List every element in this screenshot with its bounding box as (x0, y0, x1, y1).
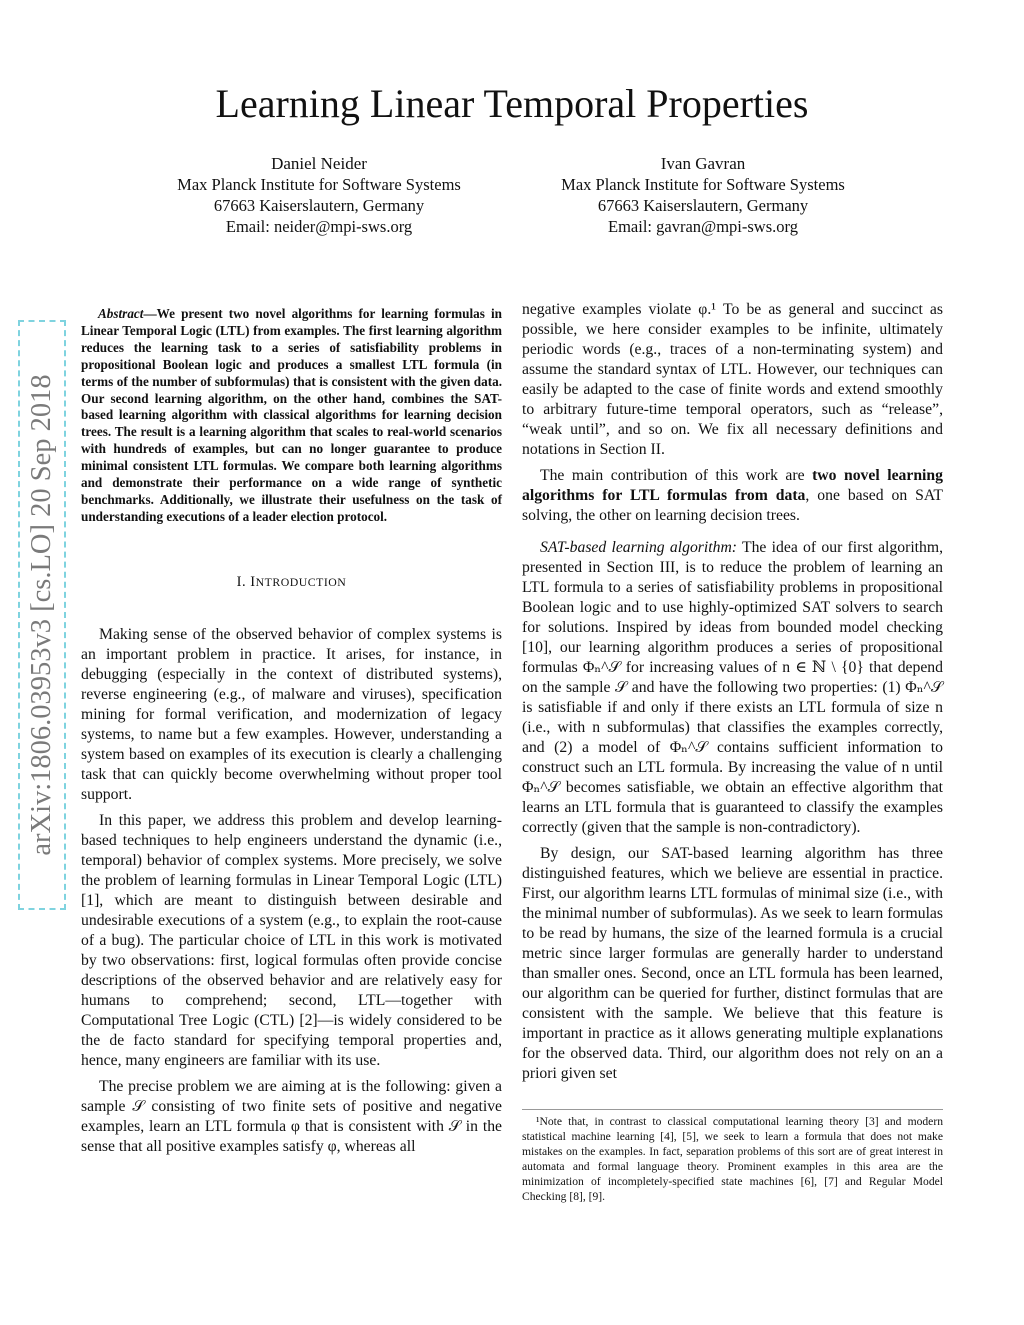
continued-paragraph: negative examples violate φ.¹ To be as general and succinct as possible, we here consider examples to be infinite, ultimately periodic words (e.g., traces of a non-terminating system) and assume the standard syntax of LTL. However, our techniques can easily be adapted to the case of finite words and extend smoothly to arbitrary future-time temporal operators, such as “release”, “weak until”, and so on. We fix all necessary definitions and notations in Section II. (522, 301, 943, 458)
author-affiliation: Max Planck Institute for Software Systems (561, 175, 845, 194)
contribution-paragraph (522, 466, 943, 526)
author-email[interactable]: Email: gavran@mpi-sws.org (608, 217, 798, 236)
author-affiliation: Max Planck Institute for Software Systems (177, 175, 461, 194)
footnote-text: ¹Note that, in contrast to classical computational learning theory [3] and modern statistical machine learning [4], [5], we seek to learn a formula that does not make mistakes on the examples. In fact, separation problems of this sort are of great interest in automata and formal language theory. Prominent examples in this area are the minimization of incompletely-specified state machines [6], [7] and Regular Model Checking [8], [9]. (522, 1115, 943, 1203)
design-paragraph: By design, our SAT-based learning algorithm has three distinguished features, which we believe are essential in practice. First, our algorithm learns LTL formulas of minimal size (i.e., with the minimal number of subformulas). As we seek to learn formulas to be read by humans, the size of the learned formula is a crucial metric since larger formulas are generally harder to understand than smaller ones. Second, once an LTL formula has been learned, our algorithm can be queried for further, distinct formulas that are consistent with the sample. We believe that this feature is important in practice as it allows generating multiple explanations for the observed data. Third, our algorithm does not rely on an a priori given set (522, 845, 943, 1082)
author-email[interactable]: Email: neider@mpi-sws.org (225, 217, 413, 236)
intro-paragraph-3: The precise problem we are aiming at is the following: given a sample 𝒮 consisting of two finite sets of positive and negative examples, learn an LTL formula φ that is consistent with 𝒮 in the sense that all positive examples satisfy φ, whereas all (81, 1077, 502, 1155)
author-address: 67663 Kaiserslautern, Germany (597, 196, 809, 215)
contribution-text: The main contribution of this work are two novel learning algorithms for LTL formulas from data, one based on SAT solving, the other on learning decision trees. (522, 467, 944, 524)
author-block-2 (508, 153, 898, 237)
intro-paragraph-2: In this paper, we address this problem and develop learning-based techniques to help engineers understand the dynamic (i.e., temporal) behavior of complex systems. More precisely, we solve the problem of learning formulas in Linear Temporal Logic (LTL) [1], which are meant to distinguish between desirable and undesirable executions of a system (e.g., to explain the root-cause of a bug). The particular choice of LTL in this work is motivated by two observations: first, logical formulas often provide concise descriptions of the observed behavior and are relatively easy for humans to comprehend; second, LTL—together with Computational Tree Logic (CTL) [2]—is widely considered to be the de facto standard for specifying temporal properties and, hence, many engineers are familiar with its use. (81, 811, 502, 1069)
abstract (81, 306, 502, 526)
left-column (81, 300, 502, 1163)
author-name: Ivan Gavran (660, 154, 746, 173)
paper-title: Learning Linear Temporal Properties (215, 81, 809, 126)
abstract-label: Abstract (98, 306, 144, 321)
sat-paragraph-head: SAT-based learning algorithm: (540, 539, 738, 556)
author-name: Daniel Neider (271, 154, 367, 173)
section-heading-introduction: I. INTRODUCTION (236, 573, 347, 590)
author-address: 67663 Kaiserslautern, Germany (213, 196, 425, 215)
arxiv-stamp[interactable] (18, 320, 66, 910)
arxiv-stamp-text: arXiv:1806.03953v3 [cs.LO] 20 Sep 2018 (26, 374, 57, 856)
abstract-text: —We present two novel algorithms for learning formulas in Linear Temporal Logic (LTL) from examples. The first learning algorithm reduces the learning task to a series of satisfiability problems in propositional Boolean logic and produces a smallest LTL formula (in terms of the number of subformulas) that is consistent with the given data. Our second learning algorithm, on the other hand, combines the SAT-based learning algorithm with classical algorithms for learning decision trees. The result is a learning algorithm that scales to real-world scenarios with hundreds of examples, but can no longer guarantee to produce minimal consistent LTL formulas. We compare both learning algorithms and demonstrate their performance on a wide range of synthetic benchmarks. Additionally, we illustrate their usefulness on the task of understanding executions of a leader election protocol. (81, 306, 502, 524)
contribution-bold: two novel learning algorithms for LTL formulas from data (522, 467, 943, 504)
right-column (522, 300, 943, 1090)
sat-paragraph-text: The idea of our first algorithm, presented in Section III, is to reduce the problem of learning an LTL formula to a series of satisfiability problems in propositional Boolean logic and to use highly-optimized SAT solvers to search for solutions. Inspired by ideas from bounded model checking [10], our learning algorithm produces a series of propositional formulas Φₙ^𝒮 for increasing values of n ∈ ℕ \ {0} that depend on the sample 𝒮 and have the following two properties: (1) Φₙ^𝒮 is satisfiable if and only if there exists an LTL formula of size n (i.e., with n subformulas) that classifies the examples correctly, and (2) a model of Φₙ^𝒮 contains sufficient information to construct such an LTL formula. By increasing the value of n until Φₙ^𝒮 becomes satisfiable, we obtain an effective algorithm that learns an LTL formula that is guaranteed to classify the examples correctly (given that the sample is non-contradictory). (522, 539, 944, 836)
footnote (522, 1109, 943, 1204)
sat-paragraph (522, 538, 943, 838)
author-block-1 (124, 153, 514, 237)
intro-paragraph-1: Making sense of the observed behavior of complex systems is an important problem in practice. It arises, for instance, in debugging (especially in the context of distributed systems), reverse engineering (e.g., of malware and viruses), specification mining for formal verification, and modernization of legacy systems, to name but a few examples. However, understanding a system based on examples of its execution is clearly a challenging task that can quickly become overwhelming without proper tool support. (81, 625, 502, 803)
